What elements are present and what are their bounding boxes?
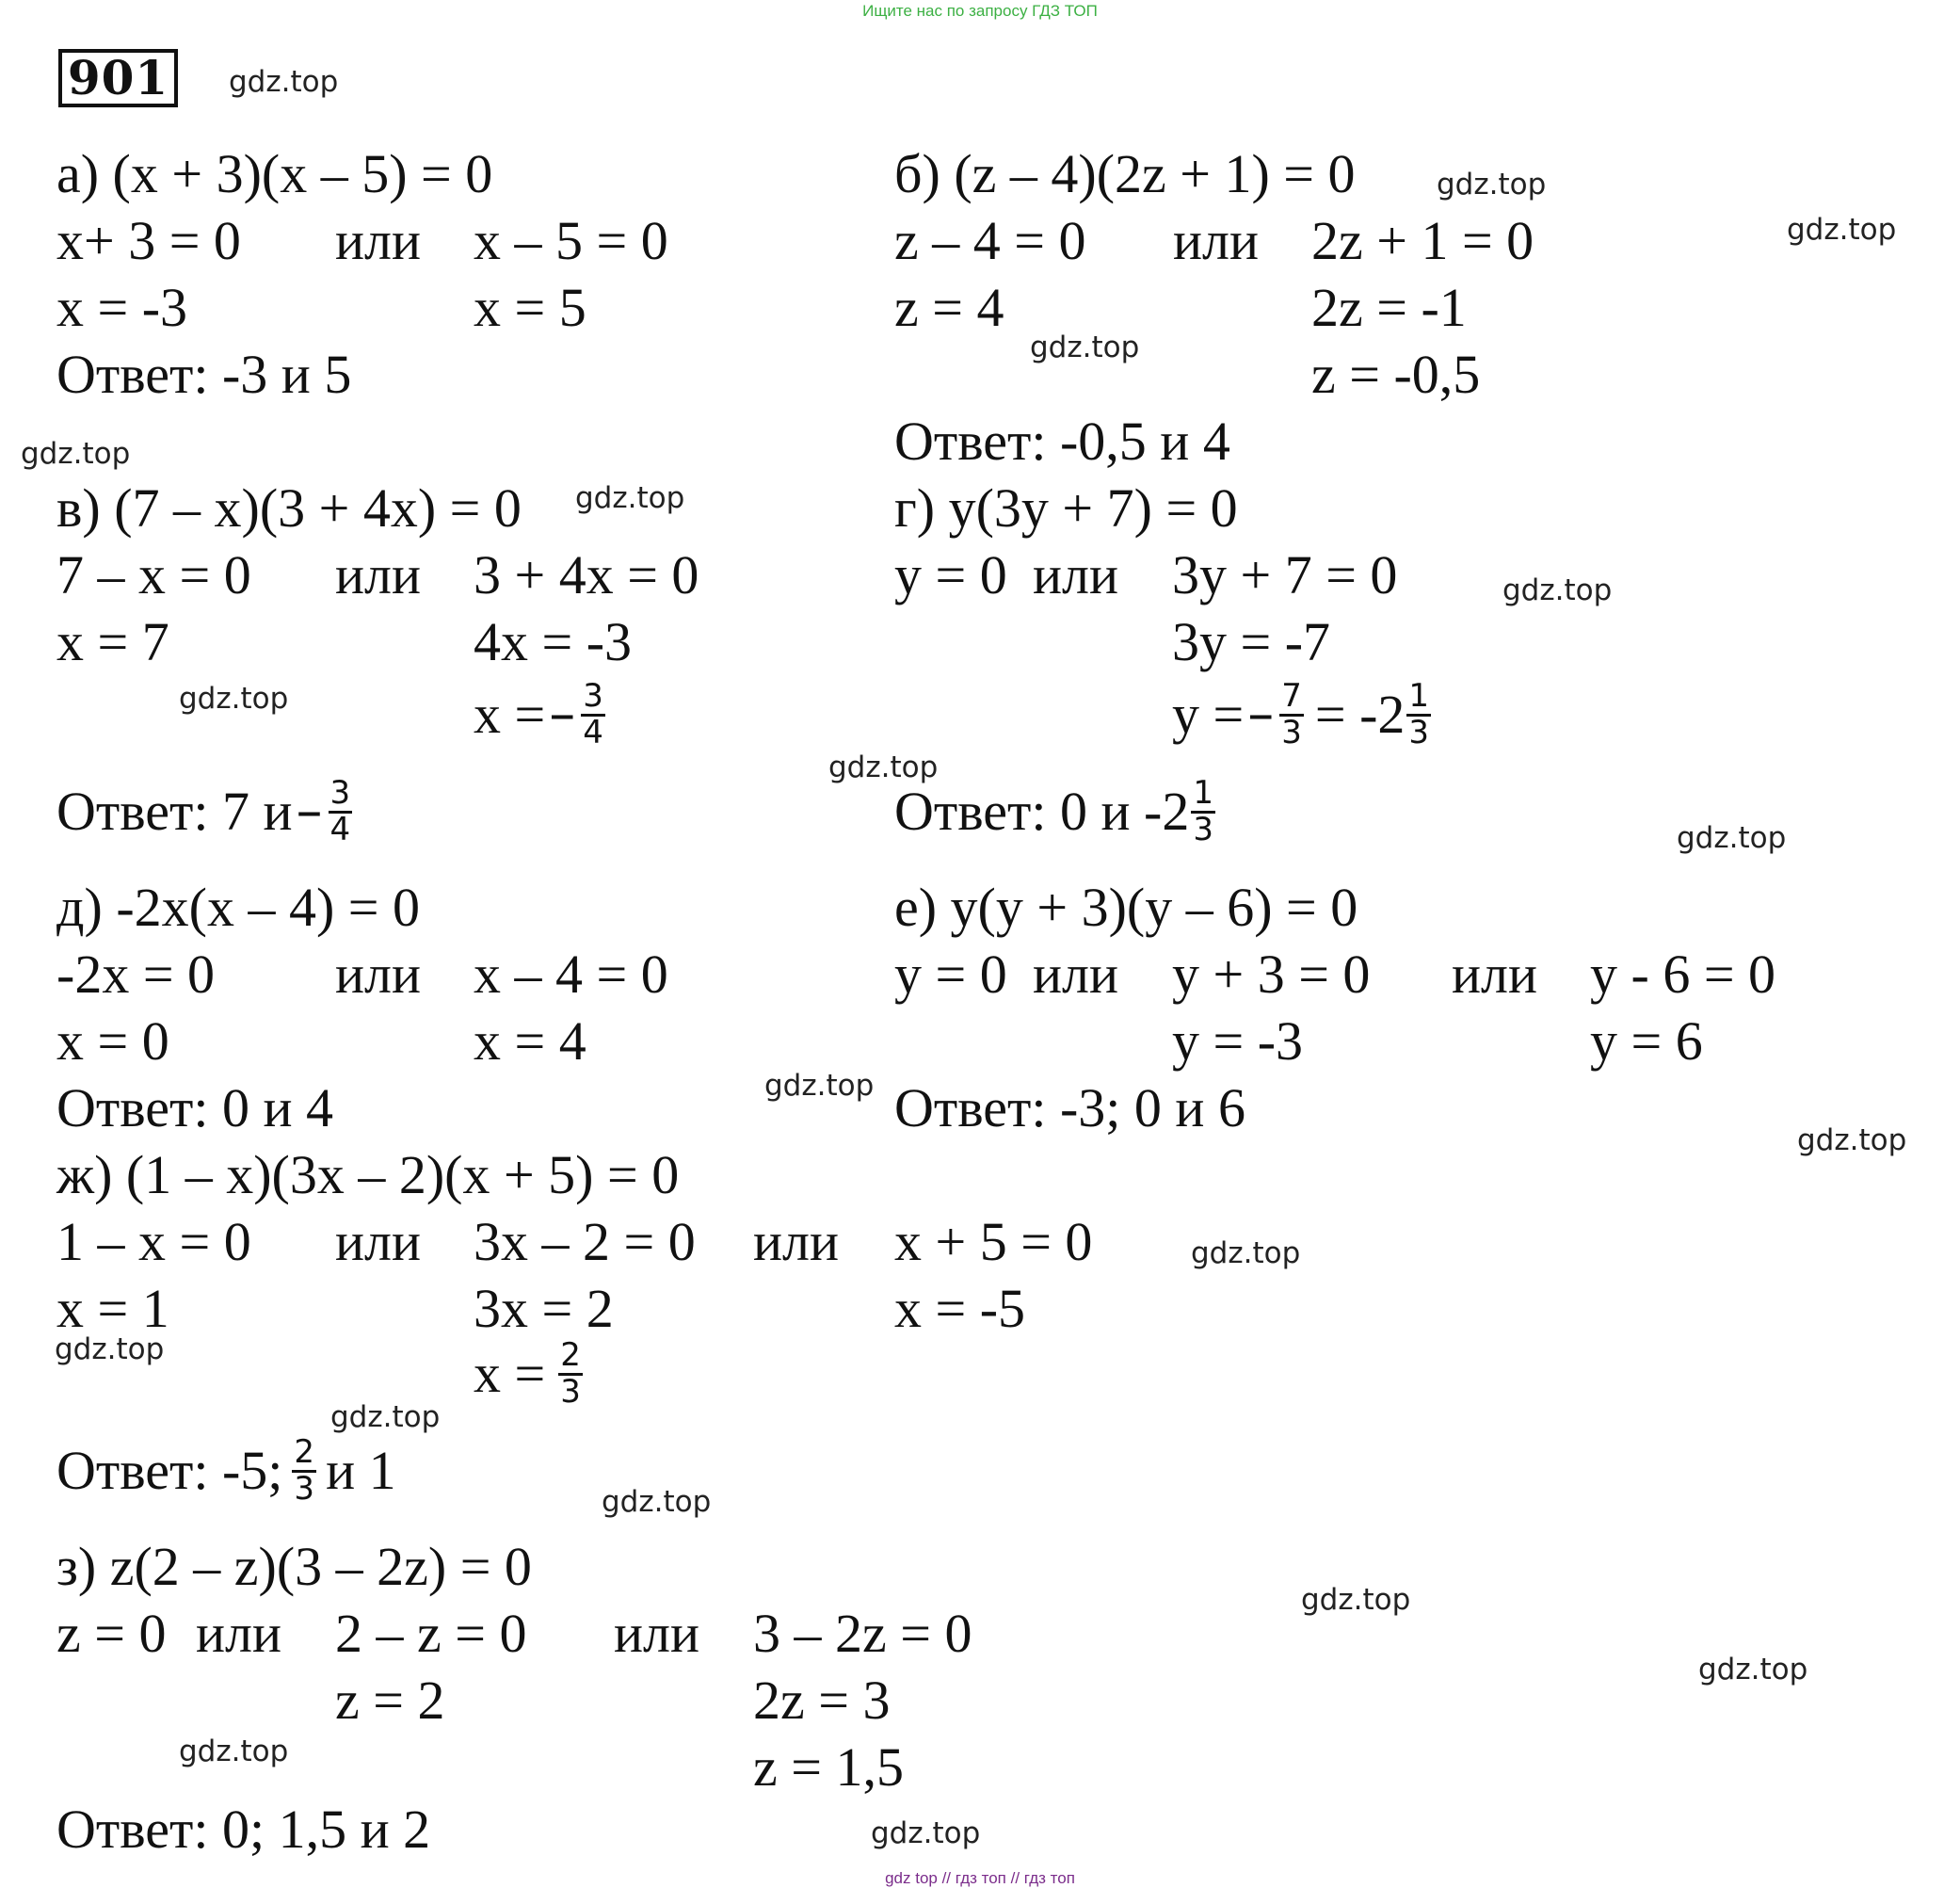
eq-e-right-1: y - 6 = 0 <box>1590 944 1776 1005</box>
eq-zh-left-1: 1 – x = 0 <box>56 1211 251 1272</box>
eq-zh: ж) (1 – x)(3x – 2)(x + 5) = 0 <box>56 1144 680 1205</box>
answer-e: Ответ: -3; 0 и 6 <box>894 1077 1245 1138</box>
eq-zh-left-2: x = 1 <box>56 1278 169 1339</box>
eq-a: а) (x + 3)(x – 5) = 0 <box>56 143 493 204</box>
eq-e-mid-2: y = -3 <box>1172 1010 1304 1072</box>
eq-zh-mid-2: 3x = 2 <box>474 1278 614 1339</box>
eq-a-right-2: x = 5 <box>474 277 586 338</box>
watermark: gdz.top <box>1698 1653 1808 1686</box>
watermark: gdz.top <box>871 1816 981 1850</box>
eq-v-or: или <box>335 544 422 605</box>
eq-e-or-1: или <box>1033 944 1119 1005</box>
eq-g-right-1: 3y + 7 = 0 <box>1172 544 1398 605</box>
answer-v: Ответ: 7 и– $\frac{3}{4}$ <box>56 774 351 848</box>
watermark: gdz.top <box>179 1735 289 1768</box>
eq-d-or: или <box>335 944 422 1005</box>
watermark: gdz.top <box>55 1332 165 1366</box>
eq-z-right-3: z = 1,5 <box>753 1736 904 1798</box>
eq-zh-mid-3: x = $\frac{2}{3}$ <box>474 1336 581 1411</box>
answer-b: Ответ: -0,5 и 4 <box>894 411 1230 472</box>
watermark: gdz.top <box>1301 1583 1411 1617</box>
watermark: gdz.top <box>1030 331 1140 364</box>
eq-v-right-2: 4x = -3 <box>474 611 633 672</box>
watermark: gdz.top <box>1797 1123 1907 1157</box>
eq-e-left-1: y = 0 <box>894 944 1007 1005</box>
eq-v-left-1: 7 – x = 0 <box>56 544 251 605</box>
eq-b-left-1: z – 4 = 0 <box>894 210 1086 271</box>
eq-v-left-2: x = 7 <box>56 611 169 672</box>
watermark: gdz.top <box>179 682 289 716</box>
eq-d-right-2: x = 4 <box>474 1010 586 1072</box>
answer-a: Ответ: -3 и 5 <box>56 344 352 405</box>
answer-z: Ответ: 0; 1,5 и 2 <box>56 1799 431 1860</box>
eq-g-left-1: y = 0 <box>894 544 1007 605</box>
watermark: gdz.top <box>1502 573 1613 607</box>
watermark: gdz.top <box>764 1069 875 1103</box>
eq-z-or-1: или <box>196 1603 282 1664</box>
eq-a-right-1: x – 5 = 0 <box>474 210 668 271</box>
eq-a-left-2: x = -3 <box>56 277 188 338</box>
eq-v-right-3: x =– $\frac{3}{4}$ <box>474 677 603 751</box>
eq-b-left-2: z = 4 <box>894 277 1004 338</box>
eq-z-mid-1: 2 – z = 0 <box>335 1603 527 1664</box>
watermark: gdz.top <box>21 437 131 471</box>
eq-e-or-2: или <box>1452 944 1538 1005</box>
eq-b-or: или <box>1173 210 1260 271</box>
eq-z-left-1: z = 0 <box>56 1603 167 1664</box>
eq-zh-right-2: x = -5 <box>894 1278 1026 1339</box>
eq-z: з) z(2 – z)(3 – 2z) = 0 <box>56 1536 532 1597</box>
eq-d: д) -2x(x – 4) = 0 <box>56 877 420 938</box>
eq-e-right-2: y = 6 <box>1590 1010 1703 1072</box>
watermark: gdz.top <box>330 1400 441 1434</box>
eq-zh-or-2: или <box>753 1211 840 1272</box>
eq-a-or: или <box>335 210 422 271</box>
eq-z-right-2: 2z = 3 <box>753 1670 891 1731</box>
eq-b-right-1: 2z + 1 = 0 <box>1311 210 1534 271</box>
watermark: gdz.top <box>229 65 339 99</box>
eq-d-left-2: x = 0 <box>56 1010 169 1072</box>
footer-links[interactable]: gdz top // гдз топ // гдз топ <box>885 1869 1075 1887</box>
watermark: gdz.top <box>1677 821 1787 855</box>
eq-d-left-1: -2x = 0 <box>56 944 216 1005</box>
eq-z-or-2: или <box>614 1603 700 1664</box>
eq-zh-mid-1: 3x – 2 = 0 <box>474 1211 696 1272</box>
answer-zh: Ответ: -5; $\frac{2}{3}$ и 1 <box>56 1433 396 1508</box>
eq-b: б) (z – 4)(2z + 1) = 0 <box>894 143 1356 204</box>
eq-g-right-3: y =– $\frac{7}{3}$ = -2 $\frac{1}{3}$ <box>1172 677 1430 751</box>
watermark: gdz.top <box>1787 213 1897 247</box>
problem-number: 901 <box>58 49 178 107</box>
eq-z-mid-2: z = 2 <box>335 1670 445 1731</box>
eq-v: в) (7 – x)(3 + 4x) = 0 <box>56 477 522 539</box>
eq-d-right-1: x – 4 = 0 <box>474 944 668 1005</box>
eq-g: г) y(3y + 7) = 0 <box>894 477 1238 539</box>
eq-z-right-1: 3 – 2z = 0 <box>753 1603 972 1664</box>
eq-zh-right-1: x + 5 = 0 <box>894 1211 1093 1272</box>
eq-e-mid-1: y + 3 = 0 <box>1172 944 1371 1005</box>
watermark: gdz.top <box>602 1485 712 1519</box>
eq-b-right-2: 2z = -1 <box>1311 277 1467 338</box>
eq-v-right-1: 3 + 4x = 0 <box>474 544 699 605</box>
answer-d: Ответ: 0 и 4 <box>56 1077 334 1138</box>
eq-zh-or-1: или <box>335 1211 422 1272</box>
eq-e: е) y(y + 3)(y – 6) = 0 <box>894 877 1358 938</box>
watermark: gdz.top <box>1437 168 1547 202</box>
eq-a-left-1: x+ 3 = 0 <box>56 210 241 271</box>
eq-g-or: или <box>1033 544 1119 605</box>
answer-g: Ответ: 0 и -2 $\frac{1}{3}$ <box>894 774 1213 848</box>
eq-g-right-2: 3y = -7 <box>1172 611 1331 672</box>
eq-b-right-3: z = -0,5 <box>1311 344 1481 405</box>
watermark: gdz.top <box>575 481 685 515</box>
watermark: gdz.top <box>828 750 939 784</box>
top-banner[interactable]: Ищите нас по запросу ГДЗ ТОП <box>862 2 1098 20</box>
watermark: gdz.top <box>1191 1236 1301 1270</box>
